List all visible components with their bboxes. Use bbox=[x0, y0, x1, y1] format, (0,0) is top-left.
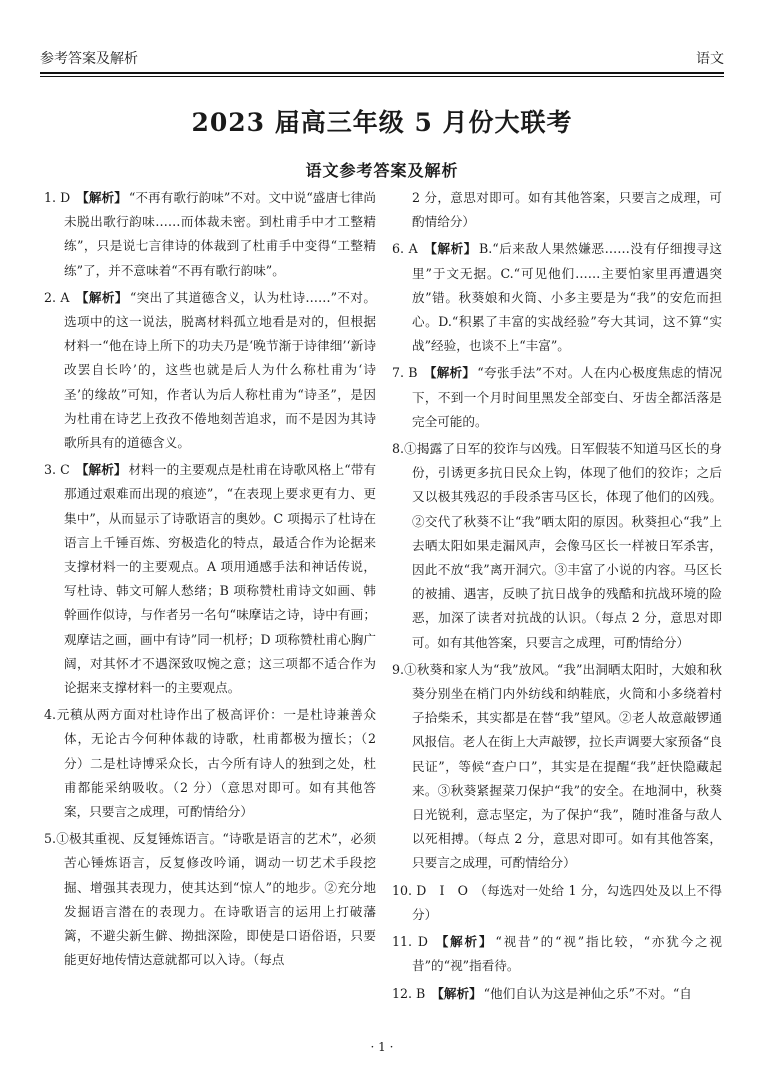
answer-item bbox=[44, 186, 376, 283]
answer-item bbox=[392, 186, 722, 234]
answer-text: B.“后来敌人果然嫌恶……没有仔细搜寻这里”于文无据。C.“可见他们……主要怕家里再遭遇突放”错。秋葵娘和火筒、小多主要是为“我”的安危而担心。D.“积累了丰富的实战经验”夸大其词，这不算“实战”经验，也谈不上“丰富”。 bbox=[412, 241, 723, 354]
question-number: 2. bbox=[44, 289, 57, 305]
answer-item bbox=[392, 879, 722, 927]
question-number: 4. bbox=[44, 707, 57, 723]
answer-item bbox=[44, 458, 376, 700]
answer-item bbox=[392, 237, 722, 358]
answer-letter: B bbox=[412, 985, 426, 1001]
answer-item bbox=[392, 982, 722, 1006]
answer-text: 2 分，意思对即可。如有其他答案，只要言之成理，可酌情给分） bbox=[412, 190, 722, 230]
answer-item bbox=[44, 703, 376, 824]
answer-letter: B bbox=[404, 365, 418, 381]
analysis-tag: 【解析】 bbox=[423, 365, 476, 381]
answer-item bbox=[392, 658, 722, 876]
page-header bbox=[40, 46, 724, 68]
column-divider bbox=[384, 186, 385, 1042]
right-column bbox=[392, 186, 722, 1009]
header-rule-thin bbox=[40, 76, 724, 77]
question-number: 6. bbox=[392, 241, 405, 257]
answer-text: “突出了其道德含义，认为杜诗……”不对。选项中的这一说法，脱离材料孤立地看是对的，但根据材料一“他在诗上所下的功夫乃是‘晚节渐于诗律细’‘新诗改罢自长吟’的，这些也就是后人为什么称杜甫为‘诗圣’的缘故”可知，作者认为后人称杜甫为“诗圣”，是因为杜甫在诗艺上孜孜不倦地刻苦追求，而不是因为其诗歌所具有的道德含义。 bbox=[64, 289, 376, 451]
answer-text: ①极其重视、反复锤炼语言。“诗歌是语言的艺术”，必须苦心锤炼语言，反复修改吟诵，调动一切艺术手段挖掘、增强其表现力，使其达到“惊人”的地步。②充分地发掘语言潜在的表现力。在诗歌语言的运用上打破藩篱，不避尖新生僻、拗拙深险，即使是口语俗语，只要能更好地传情达意就都可以入诗。（每点 bbox=[56, 831, 376, 968]
question-number: 3. bbox=[44, 462, 57, 478]
answer-item bbox=[392, 930, 722, 978]
answer-text: “不再有歌行韵味”不对。文中说“盛唐七律尚未脱出歌行韵味……而体裁未密。到杜甫手中才工整精练”，只是说七言律诗的体裁到了杜甫手中变得“工整精练”了，并不意味着“不再有歌行韵味”。 bbox=[64, 190, 377, 278]
answer-letter: A bbox=[404, 241, 418, 257]
header-left-label: 参考答案及解析 bbox=[40, 51, 138, 67]
question-number: 9. bbox=[392, 661, 405, 677]
answer-item bbox=[392, 361, 722, 434]
question-number: 10. bbox=[392, 882, 413, 898]
answer-text: “夸张手法”不对。人在内心极度焦虑的情况下，不到一个月时间里黑发全部变白、牙齿全都活落是完全可能的。 bbox=[412, 365, 722, 429]
answer-letter: D bbox=[412, 934, 428, 950]
analysis-tag: 【解析】 bbox=[433, 934, 494, 950]
answer-item bbox=[44, 286, 376, 455]
left-column bbox=[44, 186, 376, 976]
question-number: 1. bbox=[44, 190, 57, 205]
analysis-tag: 【解析】 bbox=[76, 190, 127, 205]
answer-text: ①秋葵和家人为“我”放风。“我”出洞晒太阳时，大娘和秋葵分别坐在梢门内外纺线和纳鞋底，火筒和小多绕着村子拾柴禾，其实都是在替“我”望风。②老人故意敲锣通风报信。老人在街上大声敲锣，拉长声调要大家预备“良民证”，等候“查户口”，其实是在提醒“我”赶快隐藏起来。③秋葵紧握菜刀保护“我”的安全。在地洞中，秋葵日光锐利，意志坚定，为了保护“我”，随时准备与敌人以死相搏。（每点 2 分，意思对即可。如有其他答案，只要言之成理，可酌情给分） bbox=[404, 661, 722, 871]
answer-text: 材料一的主要观点是杜甫在诗歌风格上“带有那通过艰难而出现的痕迹”，“在表现上要求更有力、更集中”，从而显示了诗歌语言的奥妙。C 项揭示了杜诗在语言上千锤百炼、穷极造化的特点，最适合作为论据来支撑材料一的主要观点。A 项用通感手法和神话传说，写杜诗、韩文可解人愁绪；B 项称赞杜甫诗文如画、韩幹画作似诗，与作者另一名句“味摩诘之诗，诗中有画；观摩诘之画，画中有诗”同一机杼；D 项称赞杜甫心胸广阔，对其怀才不遇深致叹惋之意；这三项都不适合作为论据来支撑材料一的主要观点。 bbox=[64, 462, 376, 696]
answer-item bbox=[392, 437, 722, 655]
question-number: 7. bbox=[392, 365, 405, 381]
analysis-tag: 【解析】 bbox=[75, 462, 127, 478]
answer-item bbox=[44, 827, 376, 972]
answer-letter: C bbox=[56, 462, 70, 478]
page-number: · 1 · bbox=[370, 1040, 394, 1054]
question-number: 11. bbox=[392, 934, 413, 950]
answer-letter: D bbox=[56, 190, 71, 205]
page-title: 2023 届高三年级 5 月份大联考 bbox=[191, 108, 573, 137]
question-number: 5. bbox=[44, 831, 57, 847]
answer-text: “他们自认为这是神仙之乐”不对。“自 bbox=[483, 985, 692, 1001]
answer-letter: D I O bbox=[412, 882, 468, 898]
answer-text: “视昔”的“视”指比较，“亦犹今之视昔”的“视”指看待。 bbox=[412, 934, 723, 974]
question-number: 8. bbox=[392, 441, 405, 457]
page-subtitle: 语文参考答案及解析 bbox=[305, 161, 459, 180]
answer-text: （每选对一处给 1 分，勾选四处及以上不得分） bbox=[412, 882, 722, 922]
analysis-tag: 【解析】 bbox=[75, 289, 128, 305]
answer-text: 元稹从两方面对杜诗作出了极高评价：一是杜诗兼善众体，无论古今何种体裁的诗歌，杜甫都极为擅长；（2 分）二是杜诗博采众长，古今所有诗人的独到之处，杜甫都能采纳吸收。（2 分）（意思对即可。如有其他答案，只要言之成理，可酌情给分） bbox=[56, 707, 376, 820]
answer-letter: A bbox=[56, 289, 70, 305]
answer-text: ①揭露了日军的狡诈与凶残。日军假装不知道马区长的身份，引诱更多抗日民众上钩，体现了他们的狡诈；之后又以极其残忍的手段杀害马区长，体现了他们的凶残。②交代了秋葵不让“我”晒太阳的原因。秋葵担心“我”上去晒太阳如果走漏风声，会像马区长一样被日军杀害，因此不放“我”离开洞穴。③丰富了小说的内容。马区长的被捕、遇害，反映了抗日战争的残酷和抗战环境的险恶，加深了读者对抗战的认识。（每点 2 分，意思对即可。如有其他答案，只要言之成理，可酌情给分） bbox=[404, 441, 722, 650]
question-number: 12. bbox=[392, 985, 413, 1001]
header-right-label: 语文 bbox=[696, 51, 724, 67]
analysis-tag: 【解析】 bbox=[423, 241, 477, 257]
header-rule bbox=[40, 72, 724, 74]
analysis-tag: 【解析】 bbox=[431, 985, 482, 1001]
